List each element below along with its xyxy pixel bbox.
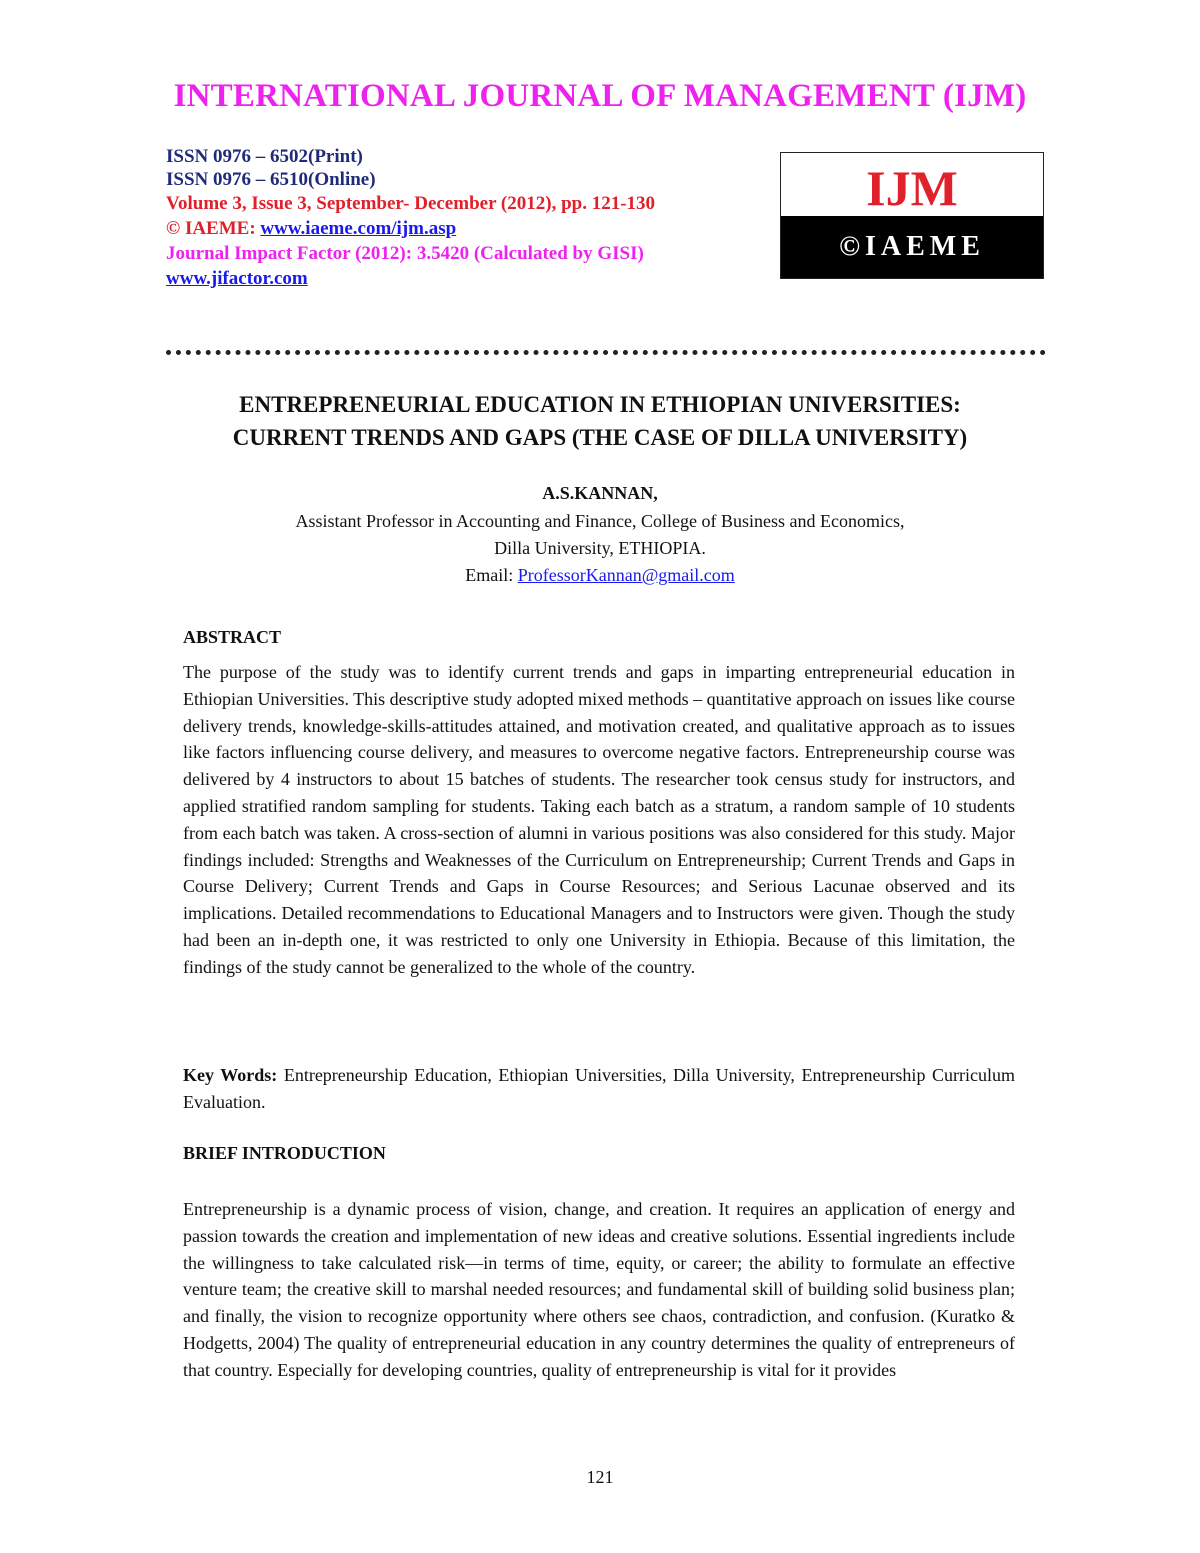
keywords-label: Key Words: xyxy=(183,1065,278,1085)
abstract-heading: ABSTRACT xyxy=(183,627,282,647)
affiliation-line-2: Dilla University, ETHIOPIA. xyxy=(494,538,706,558)
author-email xyxy=(160,565,1040,586)
jifactor-line xyxy=(166,268,308,290)
abstract-text: The purpose of the study was to identify current trends and gaps in imparting entrepreneurial education in Ethiopian Universities. This descriptive study adopted mixed methods – quantitative approach on issues like course delivery trends, knowledge-skills-attitudes attained, and motivation created, and qualitative approach as to issues like factors influencing course delivery, and measures to overcome negative factors. Entrepreneurship course was delivered by 4 instructors to about 15 batches of students. The researcher took census study for instructors, and applied stratified random sampling for students. Taking each batch as a stratum, a random sample of 10 students from each batch was taken. A cross-section of alumni in various positions was also considered for this study. Major findings included: Strengths and Weaknesses of the Curriculum on Entrepreneurship; Current Trends and Gaps in Course Delivery; Current Trends and Gaps in Course Resources; and Serious Lacunae observed and its implications. Detailed recommendations to Educational Managers and to Instructors were given. Though the study had been an in-depth one, it was restricted to only one University in Ethiopia. Because of this limitation, the findings of the study cannot be generalized to the whole of the country. xyxy=(183,662,1015,977)
keywords-text: Entrepreneurship Education, Ethiopian Universities, Dilla University, Entrepreneurship Curriculum Evaluation. xyxy=(183,1065,1015,1112)
page-number: 121 xyxy=(586,1467,614,1487)
dotted-divider xyxy=(166,350,1046,355)
logo-title: IJM xyxy=(866,160,958,216)
journal-title: INTERNATIONAL JOURNAL OF MANAGEMENT (IJM) xyxy=(173,78,1027,114)
introduction-heading: BRIEF INTRODUCTION xyxy=(183,1143,386,1163)
paper-title-line-2: CURRENT TRENDS AND GAPS (THE CASE OF DILLA UNIVERSITY) xyxy=(232,425,968,450)
iaeme-link[interactable]: www.iaeme.com/ijm.asp xyxy=(260,218,457,239)
paper-title xyxy=(160,388,1040,454)
issn-print: ISSN 0976 – 6502(Print) xyxy=(166,146,363,167)
impact-factor: Journal Impact Factor (2012): 3.5420 (Calculated by GISI) xyxy=(166,243,644,264)
iaeme-line xyxy=(166,218,456,240)
issn-online: ISSN 0976 – 6510(Online) xyxy=(166,169,376,190)
volume-info: Volume 3, Issue 3, September- December (2012), pp. 121-130 xyxy=(166,193,656,214)
author-name: A.S.KANNAN, xyxy=(542,483,658,503)
keywords xyxy=(183,1062,1015,1116)
iaeme-prefix: © IAEME: xyxy=(166,218,261,239)
email-label: Email: xyxy=(465,565,518,585)
jifactor-link[interactable]: www.jifactor.com xyxy=(166,268,308,289)
paper-title-line-1: ENTREPRENEURIAL EDUCATION IN ETHIOPIAN UNIVERSITIES: xyxy=(239,392,961,417)
introduction-text: Entrepreneurship is a dynamic process of vision, change, and creation. It requires an application of energy and passion towards the creation and implementation of new ideas and creative solutions. Essential ingredients include the willingness to take calculated risk—in terms of time, equity, or career; the ability to formulate an effective venture team; the creative skill to marshal needed resources; and fundamental skill of building solid business plan; and finally, the vision to recognize opportunity where others see chaos, contradiction, and confusion. (Kuratko & Hodgetts, 2004) The quality of entrepreneurial education in any country determines the quality of entrepreneurs of that country. Especially for developing countries, quality of entrepreneurship is vital for it provides xyxy=(183,1199,1015,1380)
logo-band: ©IAEME xyxy=(781,216,1043,278)
affiliation-line-1: Assistant Professor in Accounting and Finance, College of Business and Economics, xyxy=(295,511,905,531)
email-link[interactable]: ProfessorKannan@gmail.com xyxy=(517,565,735,585)
journal-logo xyxy=(780,152,1044,279)
